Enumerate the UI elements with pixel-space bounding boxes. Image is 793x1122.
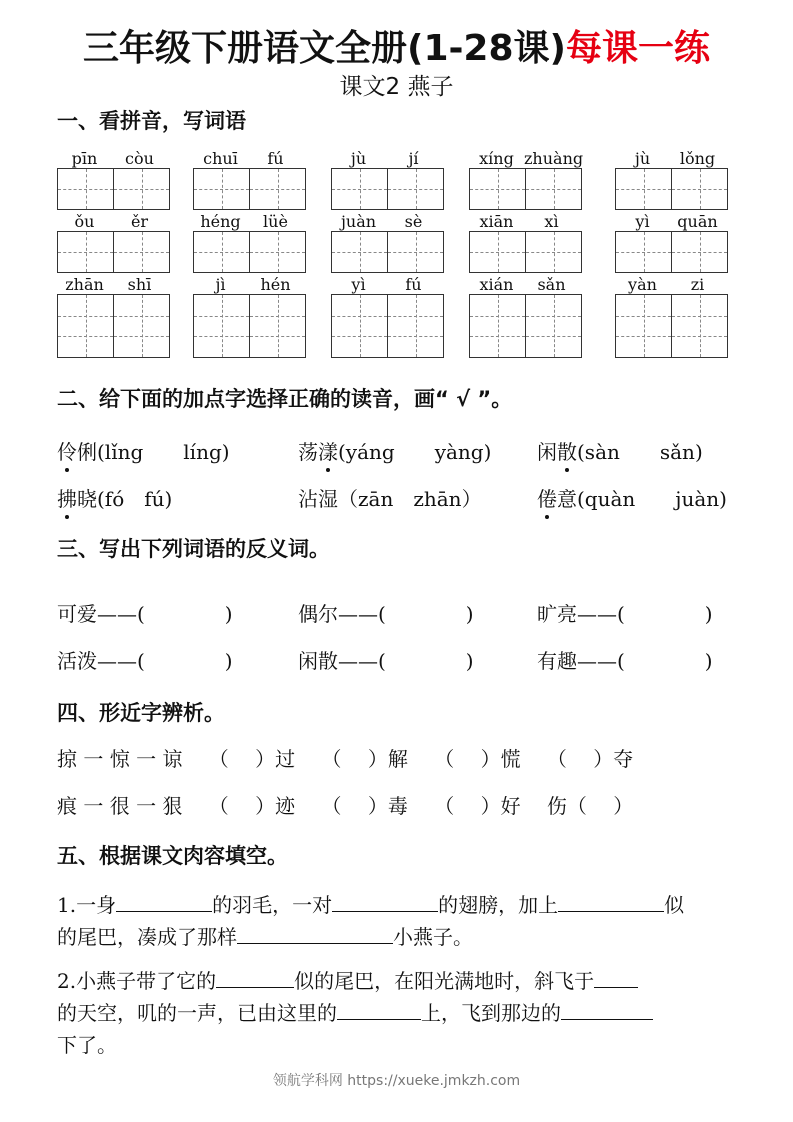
writing-cell[interactable]	[525, 232, 581, 272]
pinyin-label-row	[331, 150, 444, 168]
pinyin-syllable: còu	[125, 149, 154, 168]
pinyin-word	[615, 213, 728, 273]
pinyin-syllable: sǎn	[537, 275, 566, 294]
writing-cell[interactable]	[249, 295, 305, 357]
writing-cell[interactable]	[387, 232, 443, 272]
writing-cell[interactable]	[113, 232, 169, 272]
pinyin-syllable: shī	[127, 275, 152, 294]
pinyin-label-row	[469, 276, 582, 294]
writing-cell[interactable]	[332, 169, 387, 209]
writing-cell[interactable]	[387, 169, 443, 209]
worksheet-title	[0, 26, 793, 72]
pinyin-syllable: yàn	[628, 275, 657, 294]
pinyin-word	[469, 150, 582, 210]
reading-item: 伶俐(lǐng líng)	[57, 440, 230, 464]
footer-watermark: 领航学科网 https://xueke.jmkzh.com	[272, 1073, 521, 1089]
tian-grid	[615, 231, 728, 273]
section-5-heading: 五、根据课文肉容填空。	[57, 844, 288, 868]
guide-line	[332, 336, 387, 337]
pinyin-syllable: lǒng	[679, 149, 716, 168]
pinyin-label-row	[193, 213, 306, 231]
writing-cell[interactable]	[616, 169, 671, 209]
writing-cell[interactable]	[525, 169, 581, 209]
tian-grid	[469, 168, 582, 210]
pinyin-word	[469, 213, 582, 273]
writing-cell[interactable]	[194, 295, 249, 357]
pinyin-syllable: juàn	[340, 212, 377, 231]
pinyin-syllable: xì	[544, 212, 559, 231]
reading-item: 倦意(quàn juàn)	[537, 487, 727, 511]
guide-line	[470, 336, 525, 337]
fill-paragraph-1: 1.一身 的羽毛，一对 的翅膀，加上 似 的尾巴，凑成了那样 小燕子。	[57, 889, 739, 953]
tian-grid	[615, 168, 728, 210]
writing-cell[interactable]	[194, 232, 249, 272]
pinyin-syllable: héng	[200, 212, 241, 231]
pinyin-word	[57, 150, 170, 210]
pinyin-syllable: hén	[260, 275, 291, 294]
pinyin-syllable: jì	[215, 275, 226, 294]
guide-line	[388, 336, 443, 337]
guide-line	[250, 336, 305, 337]
answer-blank[interactable]	[116, 889, 212, 912]
guide-line	[194, 336, 249, 337]
guide-line	[114, 336, 169, 337]
title-highlight: 每课一练	[565, 28, 710, 69]
pinyin-word	[331, 150, 444, 210]
writing-cell[interactable]	[616, 232, 671, 272]
pinyin-label-row	[469, 150, 582, 168]
pinyin-syllable: xiān	[479, 212, 514, 231]
tian-grid	[469, 231, 582, 273]
tian-grid	[331, 294, 444, 358]
guide-line	[58, 336, 113, 337]
pinyin-word	[331, 276, 444, 358]
writing-cell[interactable]	[332, 295, 387, 357]
writing-cell[interactable]	[671, 169, 727, 209]
pinyin-syllable: chuī	[203, 149, 238, 168]
pinyin-word	[615, 276, 728, 358]
writing-cell[interactable]	[470, 169, 525, 209]
section-4-heading: 四、形近字辨析。	[57, 701, 225, 725]
dotted-char: 伶	[57, 440, 77, 464]
pinyin-syllable: xián	[479, 275, 514, 294]
pinyin-word	[193, 276, 306, 358]
pinyin-label-row	[57, 276, 170, 294]
antonym-item: 可爱——( )	[57, 602, 233, 626]
reading-item: 拂晓(fó fú)	[57, 487, 173, 511]
writing-cell[interactable]	[616, 295, 671, 357]
similar-chars-row: 痕 一 很 一 狠 （ ）迹 （ ）毒 （ ）好 伤（ ）	[57, 794, 634, 818]
pinyin-label-row	[615, 213, 728, 231]
dotted-char: 倦	[537, 487, 557, 511]
antonym-item: 有趣——( )	[537, 649, 713, 673]
pinyin-label-row	[331, 213, 444, 231]
dotted-char: 拂	[57, 487, 77, 511]
writing-cell[interactable]	[671, 232, 727, 272]
tian-grid	[193, 294, 306, 358]
writing-cell[interactable]	[387, 295, 443, 357]
tian-grid	[57, 231, 170, 273]
pinyin-word	[193, 213, 306, 273]
tian-grid	[193, 231, 306, 273]
pinyin-label-row	[615, 276, 728, 294]
antonym-item: 偶尔——( )	[298, 602, 474, 626]
guide-line	[672, 336, 727, 337]
answer-blank[interactable]	[237, 921, 393, 944]
pinyin-syllable: zi	[690, 275, 705, 294]
answer-blank[interactable]	[558, 889, 664, 912]
pinyin-label-row	[469, 213, 582, 231]
guide-line	[616, 336, 671, 337]
section-3-heading: 三、写出下列词语的反义词。	[57, 537, 330, 561]
pinyin-syllable: sè	[404, 212, 423, 231]
answer-blank[interactable]	[561, 997, 653, 1020]
writing-cell[interactable]	[332, 232, 387, 272]
lesson-subtitle: 课文2 燕子	[339, 74, 454, 100]
similar-chars-row: 掠 一 惊 一 谅 （ ）过 （ ）解 （ ）慌 （ ）夺	[57, 747, 634, 771]
tian-grid	[57, 168, 170, 210]
tian-grid	[193, 168, 306, 210]
pinyin-syllable: ěr	[130, 212, 149, 231]
pinyin-label-row	[193, 276, 306, 294]
pinyin-syllable: jí	[408, 149, 419, 168]
title-main: 三年级下册语文全册(1-28课)	[82, 28, 566, 69]
pinyin-label-row	[57, 213, 170, 231]
writing-cell[interactable]	[470, 295, 525, 357]
antonym-item: 活泼——( )	[57, 649, 233, 673]
answer-blank[interactable]	[337, 997, 421, 1020]
pinyin-syllable: zhuàng	[524, 149, 584, 168]
pinyin-word	[57, 276, 170, 358]
pinyin-label-row	[331, 276, 444, 294]
pinyin-syllable: fú	[267, 149, 284, 168]
dotted-char: 散	[557, 440, 577, 464]
answer-blank[interactable]	[216, 965, 294, 988]
guide-line	[526, 336, 581, 337]
writing-cell[interactable]	[194, 169, 249, 209]
reading-item: 闲散(sàn sǎn)	[537, 440, 703, 464]
antonym-item: 旷亮——( )	[537, 602, 713, 626]
writing-cell[interactable]	[113, 295, 169, 357]
writing-cell[interactable]	[671, 295, 727, 357]
tian-grid	[469, 294, 582, 358]
dotted-char: 漾	[318, 440, 338, 464]
answer-blank[interactable]	[332, 889, 438, 912]
pinyin-word	[469, 276, 582, 358]
tian-grid	[615, 294, 728, 358]
tian-grid	[57, 294, 170, 358]
pinyin-label-row	[193, 150, 306, 168]
writing-cell[interactable]	[470, 232, 525, 272]
writing-cell[interactable]	[113, 169, 169, 209]
section-2-heading: 二、给下面的加点字选择正确的读音，画“ √ ”。	[57, 387, 513, 411]
pinyin-syllable: ǒu	[74, 212, 95, 231]
pinyin-word	[57, 213, 170, 273]
section-1-heading: 一、看拼音，写词语	[57, 109, 246, 133]
writing-cell[interactable]	[249, 232, 305, 272]
pinyin-word	[615, 150, 728, 210]
pinyin-word	[331, 213, 444, 273]
pinyin-syllable: jù	[634, 149, 651, 168]
pinyin-label-row	[57, 150, 170, 168]
pinyin-syllable: yì	[351, 275, 366, 294]
fill-paragraph-2: 2.小燕子带了它的 似的尾巴，在阳光满地时，斜飞于 的天空，叽的一声，已由这里的 上，飞到那边的 下了。	[57, 965, 739, 1061]
pinyin-label-row	[615, 150, 728, 168]
answer-blank[interactable]	[594, 965, 638, 988]
pinyin-syllable: quān	[677, 212, 718, 231]
writing-cell[interactable]	[58, 232, 113, 272]
pinyin-syllable: jù	[350, 149, 367, 168]
tian-grid	[331, 168, 444, 210]
writing-cell[interactable]	[249, 169, 305, 209]
pinyin-syllable: yì	[635, 212, 650, 231]
pinyin-syllable: pīn	[71, 149, 98, 168]
tian-grid	[331, 231, 444, 273]
writing-cell[interactable]	[525, 295, 581, 357]
pinyin-syllable: zhān	[65, 275, 104, 294]
writing-cell[interactable]	[58, 169, 113, 209]
reading-item: 沾湿（zān zhān）	[298, 487, 482, 511]
pinyin-syllable: lüè	[263, 212, 288, 231]
pinyin-word	[193, 150, 306, 210]
pinyin-syllable: fú	[405, 275, 422, 294]
reading-item: 荡漾(yáng yàng)	[298, 440, 492, 464]
pinyin-syllable: xíng	[479, 149, 514, 168]
writing-cell[interactable]	[58, 295, 113, 357]
antonym-item: 闲散——( )	[298, 649, 474, 673]
